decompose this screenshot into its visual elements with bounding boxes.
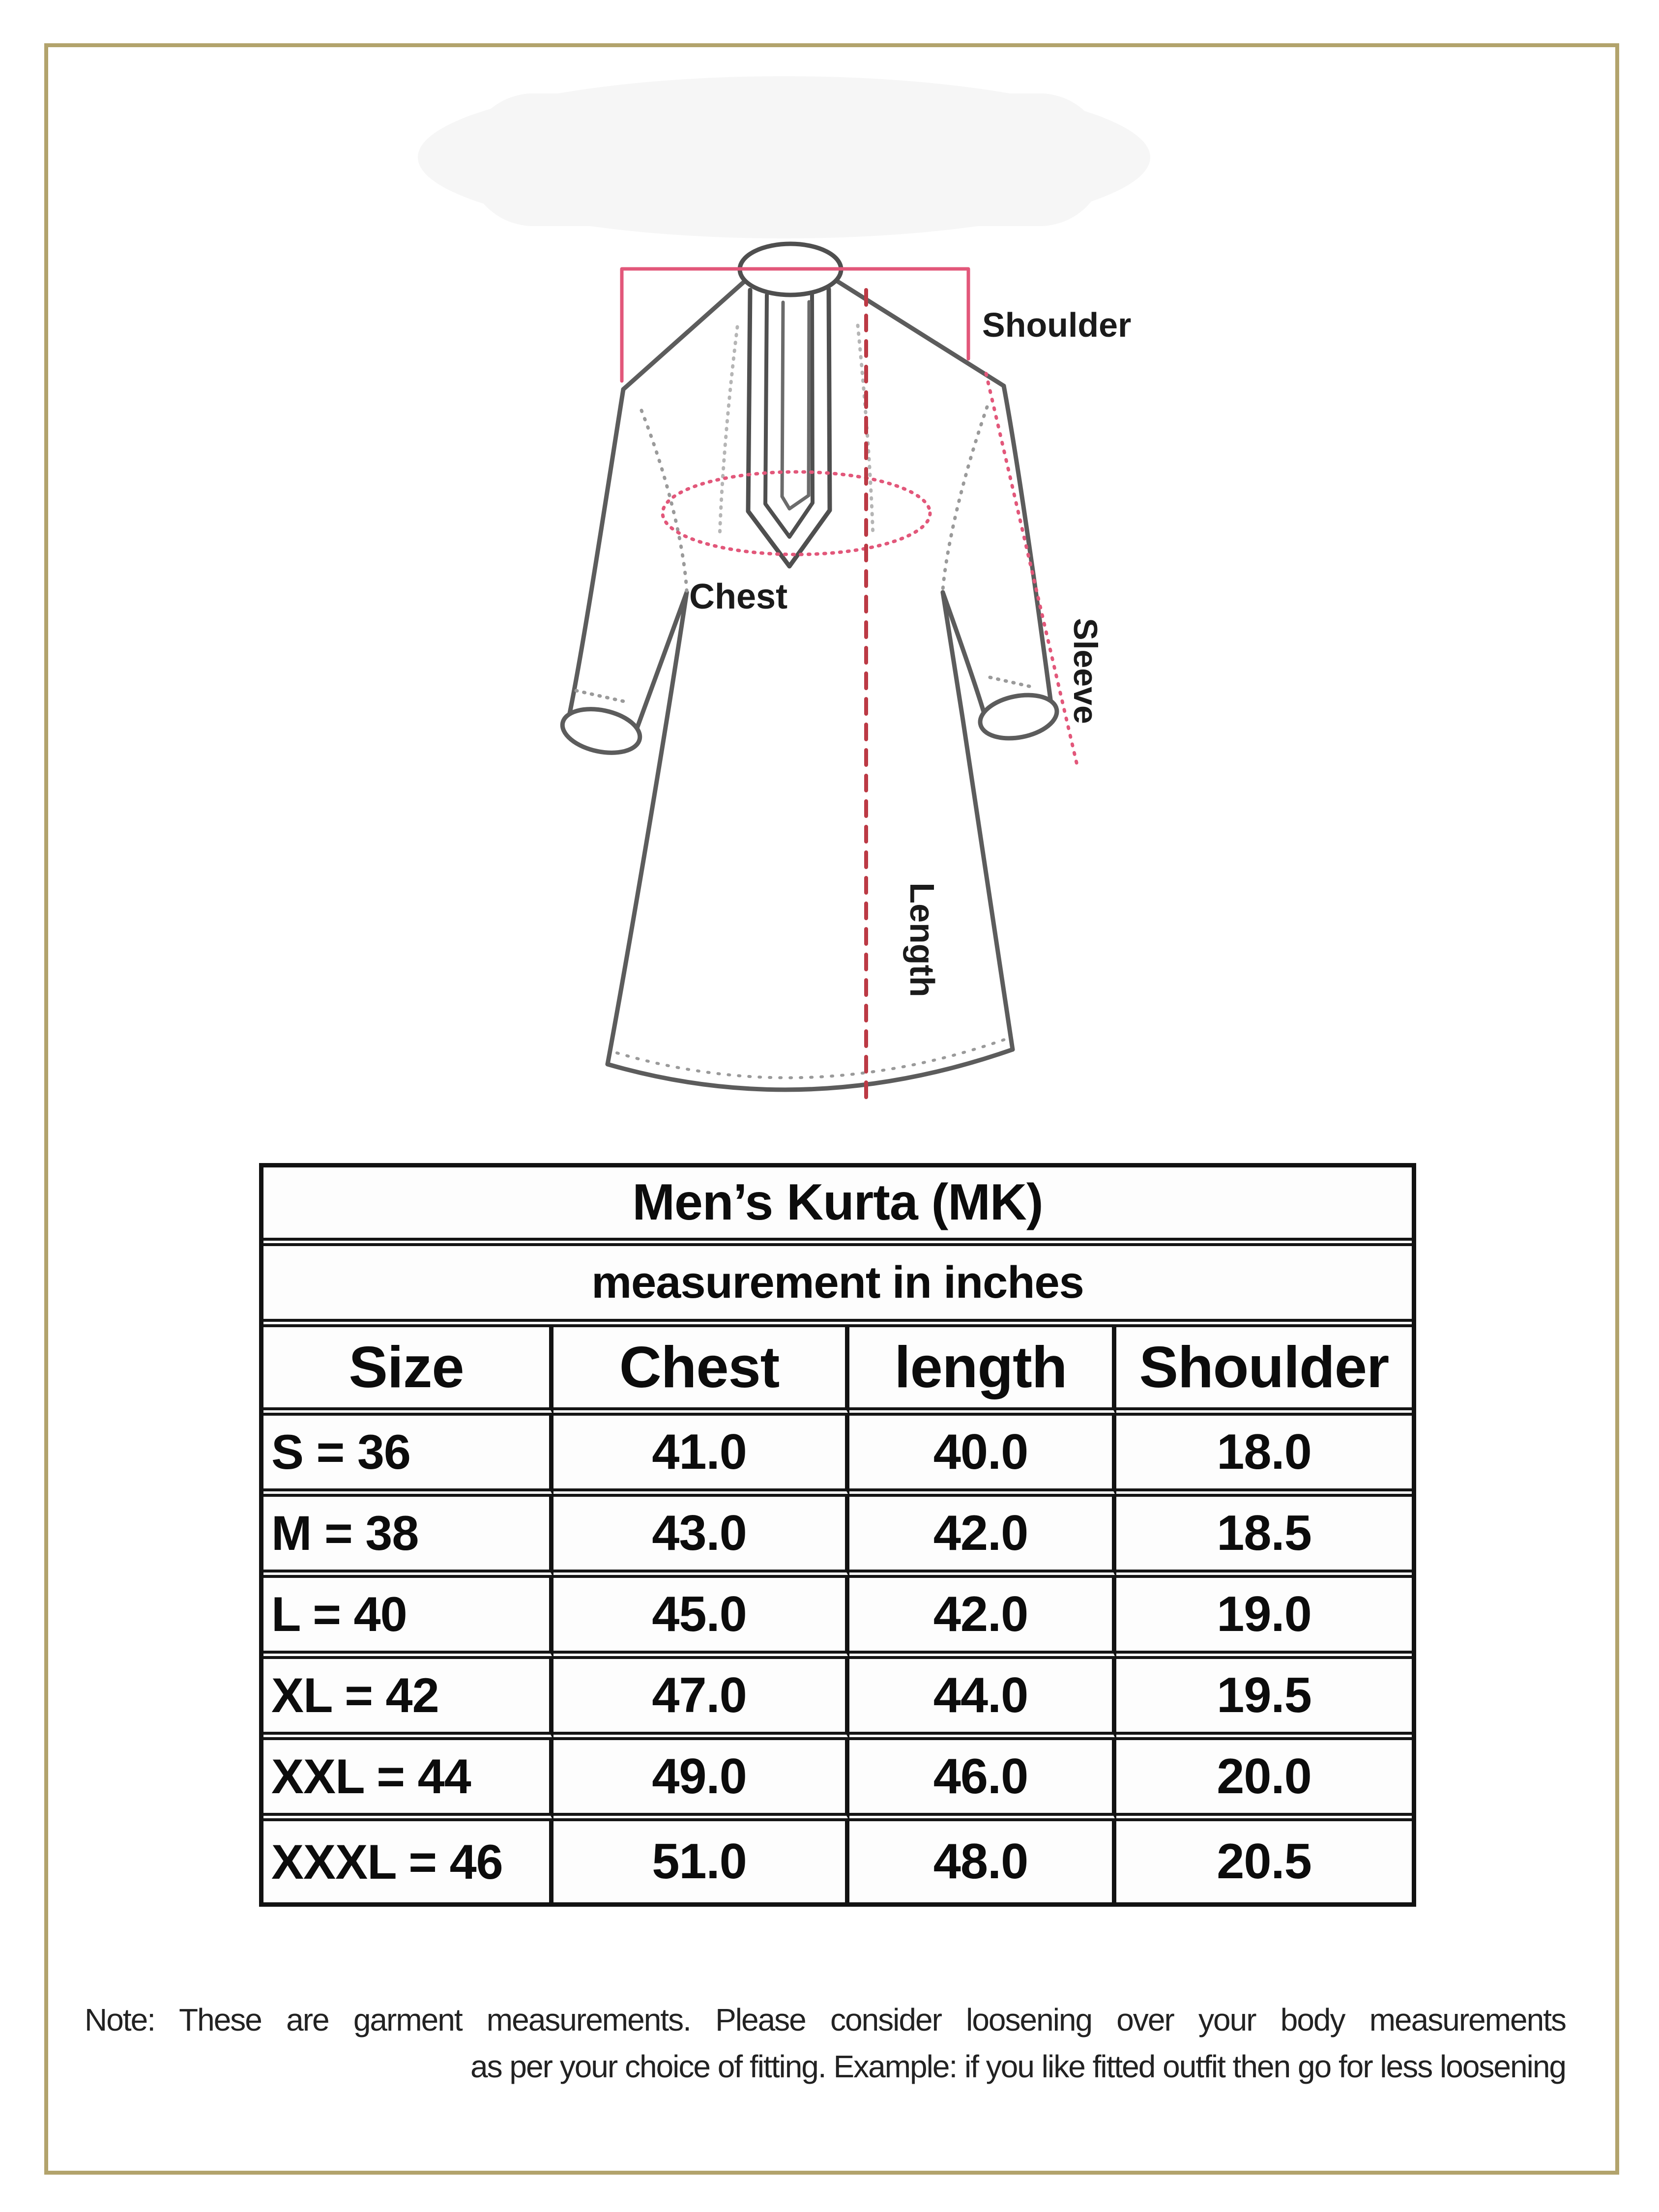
table-cell-length: 44.0 [849,1659,1116,1740]
kurta-placket-outer [748,289,830,566]
length-label: Length [903,882,941,997]
chest-label: Chest [689,577,788,616]
size-chart-table [259,1163,1416,1907]
kurta-outline [558,244,1061,1090]
left-armhole-seam [641,410,687,591]
kurta-left-cuff [558,702,644,759]
table-cell-size: S = 36 [263,1416,553,1497]
kurta-right-cuff [976,689,1060,745]
table-cell-size: XXL = 44 [263,1740,553,1821]
right-cuff-stitch [990,677,1033,687]
note-line-1: Note: These are garment measurements. Please consider loosening over your body measurements [85,2002,1566,2037]
column-header-length: length [849,1327,1116,1416]
table-cell-chest: 45.0 [553,1578,849,1659]
table-cell-shoulder: 20.5 [1217,1834,1311,1889]
table-cell-shoulder: 18.0 [1116,1416,1412,1497]
table-subtitle: measurement in inches [263,1246,1412,1327]
watermark-blob-2 [467,93,1106,226]
left-placket-stitch [720,327,737,538]
table-cell-length: 42.0 [849,1578,1116,1659]
table-cell-size: M = 38 [263,1497,553,1578]
garment-note [85,1997,1566,2090]
table-cell-shoulder: 19.5 [1116,1659,1412,1740]
table-cell-chest: 41.0 [553,1416,849,1497]
measurement-annotations [622,269,1077,1102]
kurta-right-shoulder-line [836,280,1004,386]
table-cell-size: XXXL = 46 [263,1821,553,1902]
right-armhole-seam [943,407,987,590]
table-cell-chest: 49.0 [553,1740,849,1821]
column-header-shoulder: Shoulder [1116,1327,1412,1416]
table-cell-length: 40.0 [849,1416,1116,1497]
kurta-measurement-diagram [393,59,1253,1165]
kurta-right-sleeve-inner [943,592,987,722]
kurta-left-side [608,592,687,1064]
hem-stitch [617,1040,1004,1077]
kurta-left-sleeve-inner [635,592,687,733]
note-line-2: as per your choice of fitting. Example: if you like fitted outfit then go for less loosening [470,2049,1566,2084]
kurta-left-shoulder-line [623,281,745,389]
table-cell-length: 42.0 [849,1497,1116,1578]
table-cell-shoulder: 19.0 [1116,1578,1412,1659]
column-header-chest: Chest [553,1327,849,1416]
table-cell-length: 48.0 [849,1821,1116,1902]
table-cell-chest: 51.0 [553,1821,849,1902]
table-cell-chest: 43.0 [553,1497,849,1578]
kurta-right-side [943,592,1013,1049]
kurta-left-sleeve-outer [568,389,623,723]
table-title: Men’s Kurta (MK) [263,1167,1412,1246]
table-cell-chest: 47.0 [553,1659,849,1740]
table-cell-shoulder: 20.0 [1116,1740,1412,1821]
table-cell-length: 46.0 [849,1740,1116,1821]
table-cell-shoulder: 18.5 [1116,1497,1412,1578]
shoulder-label: Shoulder [982,306,1132,344]
left-cuff-stitch [576,691,624,701]
sleeve-label: Sleeve [1067,618,1104,724]
table-cell-size: XL = 42 [263,1659,553,1740]
table-cell-size: L = 40 [263,1578,553,1659]
column-header-size: Size [263,1327,553,1416]
